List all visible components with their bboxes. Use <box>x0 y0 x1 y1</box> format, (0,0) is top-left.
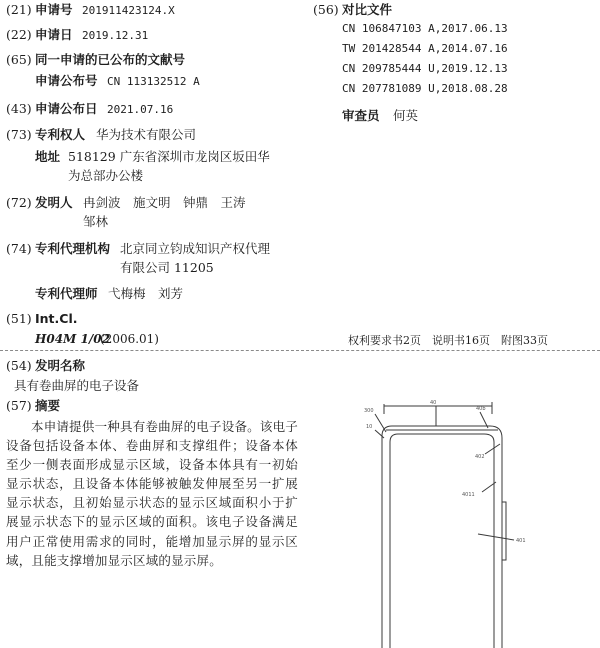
leader-line <box>375 414 386 432</box>
drawing-label: 402 <box>475 454 485 460</box>
screen-outline <box>390 434 494 648</box>
abstract-code: (57) <box>6 398 32 413</box>
section-divider <box>0 350 600 351</box>
leader-line <box>485 444 500 454</box>
address-line1: 518129 广东省深圳市龙岗区坂田华 <box>68 149 270 164</box>
device-drawing <box>360 392 530 648</box>
drawing-label: 300 <box>364 408 374 414</box>
pub-date-label: 申请公布日 <box>35 101 98 116</box>
drawing-label: 4011 <box>462 492 475 498</box>
ref-item: TW 201428544 A,2014.07.16 <box>342 42 508 55</box>
title-label: 发明名称 <box>35 358 86 373</box>
ref-item: CN 106847103 A,2017.06.13 <box>342 22 508 35</box>
inventors-line1: 冉剑波 施文明 钟鼎 王涛 <box>83 195 246 210</box>
refs-label: 对比文件 <box>342 2 393 17</box>
inventors-code: (72) <box>6 195 32 210</box>
agent-label: 专利代理师 <box>35 286 98 301</box>
pub-no-label: 申请公布号 <box>35 73 98 88</box>
app-date-code: (22) <box>6 27 32 42</box>
intcl-class-year: (2006.01) <box>100 332 159 346</box>
ref-item: CN 207781089 U,2018.08.28 <box>342 82 508 95</box>
app-date-value: 2019.12.31 <box>82 29 149 42</box>
drawing-label: 401 <box>516 538 526 544</box>
address-label: 地址 <box>35 149 61 164</box>
app-no-value: 201911423124.X <box>82 4 175 17</box>
refs-code: (56) <box>313 2 339 17</box>
inventors-label: 发明人 <box>35 195 73 210</box>
patentee-value: 华为技术有限公司 <box>96 127 197 142</box>
invention-title: 具有卷曲屏的电子设备 <box>14 378 140 393</box>
page-counts: 权利要求书2页 说明书16页 附图33页 <box>348 334 548 347</box>
abstract-label: 摘要 <box>35 398 61 413</box>
agency-line2: 有限公司 11205 <box>120 260 214 275</box>
agency-code: (74) <box>6 241 32 256</box>
side-button <box>502 502 506 560</box>
app-date-label: 申请日 <box>35 27 73 42</box>
pub-date-value: 2021.07.16 <box>107 103 174 116</box>
intcl-label: Int.Cl. <box>35 311 78 326</box>
inventors-line2: 邹林 <box>83 214 109 229</box>
prior-pub-code: (65) <box>6 52 32 67</box>
drawing-label: 40 <box>430 400 437 406</box>
patentee-label: 专利权人 <box>35 127 86 142</box>
drawing-label: 40b <box>476 406 486 412</box>
app-no-label: 申请号 <box>35 2 73 17</box>
pub-date-code: (43) <box>6 101 32 116</box>
intcl-class-code: H04M 1/02 <box>35 332 110 346</box>
agent-value: 弋梅梅 刘芳 <box>108 286 184 301</box>
pub-no-value: CN 113132512 A <box>107 75 200 88</box>
prior-pub-label: 同一申请的已公布的文献号 <box>35 52 186 67</box>
intcl-code: (51) <box>6 311 32 326</box>
agency-line1: 北京同立钧成知识产权代理 <box>120 241 271 256</box>
leader-line <box>478 534 514 540</box>
abstract-text: 本申请提供一种具有卷曲屏的电子设备。该电子设备包括设备本体、卷曲屏和支撑组件；设备本体至少一侧表面形成显示区域，设备本体具有一初始显示状态，且设备本体能够被触发伸展至另一扩展显示状态，且初始显示状态的显示区域面积小于扩展显示状态下的显示区域的面积。该电子设备满足用户正常使用需求的同时，能增加显示屏的显示区域，且能支撑增加显示区域的显示屏。 <box>6 419 298 568</box>
ref-item: CN 209785444 U,2019.12.13 <box>342 62 508 75</box>
drawing-label: 10 <box>366 424 373 430</box>
examiner-value: 何英 <box>393 108 419 123</box>
agency-label: 专利代理机构 <box>35 241 111 256</box>
patentee-code: (73) <box>6 127 32 142</box>
address-line2: 为总部办公楼 <box>68 168 144 183</box>
title-code: (54) <box>6 358 32 373</box>
app-no-code: (21) <box>6 2 32 17</box>
examiner-label: 审查员 <box>342 108 380 123</box>
